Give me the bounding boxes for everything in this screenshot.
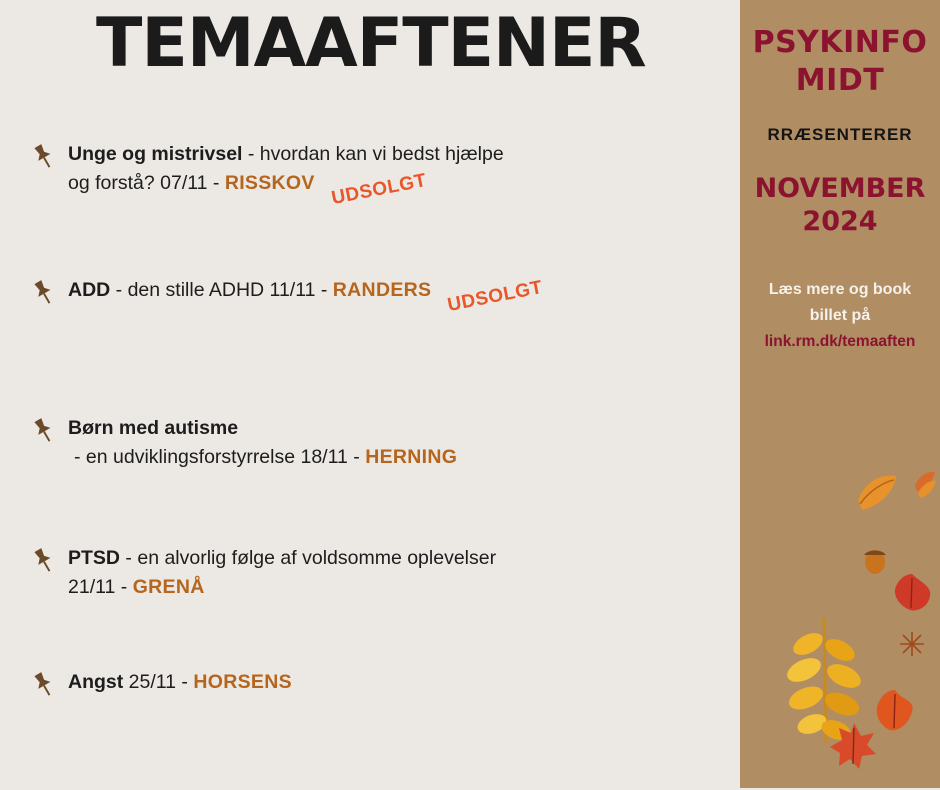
booking-line-1: Læs mere og book: [768, 281, 912, 299]
event-text: [68, 544, 708, 602]
leaf-icon: [916, 478, 938, 500]
event-city: RISSKOV: [224, 171, 315, 194]
event-city: GRENÅ: [132, 575, 205, 598]
pushpin-icon: [28, 546, 58, 576]
brand-line-2: MIDT: [795, 62, 885, 98]
event-title: Angst: [68, 671, 124, 693]
event-text: [68, 668, 708, 697]
event-list: [0, 140, 740, 790]
leaf-icon: [828, 720, 880, 772]
pushpin-icon: [28, 278, 58, 308]
booking-link[interactable]: link.rm.dk/temaaften: [764, 333, 916, 351]
pushpin-icon: [28, 416, 58, 446]
acorn-icon: [858, 542, 892, 576]
event-text: [68, 140, 708, 209]
brand-line-1: PSYKINFO: [752, 25, 928, 60]
leaf-icon: [890, 572, 934, 614]
leaf-icon: [776, 614, 868, 750]
leaf-icon: [898, 630, 926, 658]
event-desc-2: og forstå? 07/11 -: [68, 171, 225, 194]
status-badge: UDSOLGT: [446, 277, 545, 317]
list-item[interactable]: [0, 414, 740, 474]
event-city: RANDERS: [332, 279, 432, 301]
presents-label: RRÆSENTERER: [767, 125, 913, 144]
event-desc-1: - den stille ADHD 11/11 -: [110, 279, 333, 301]
event-text: [68, 276, 708, 317]
event-city: HERNING: [365, 445, 458, 468]
event-desc-1: - en alvorlig følge af voldsomme oplevelser: [120, 547, 497, 569]
event-desc-2: 21/11 -: [68, 575, 133, 598]
year-label: 2024: [802, 206, 878, 238]
event-city: HORSENS: [193, 671, 292, 693]
list-item[interactable]: [0, 668, 740, 728]
list-item[interactable]: [0, 140, 740, 209]
event-text: [68, 414, 708, 472]
event-desc-1: - hvordan kan vi bedst hjælpe: [242, 143, 504, 165]
event-desc-2: - en udviklingsforstyrrelse 18/11 -: [74, 445, 366, 468]
leaf-icon: [852, 470, 900, 514]
event-title: PTSD: [68, 547, 121, 569]
pushpin-icon: [28, 670, 58, 700]
page-title: TEMAAFTENER: [96, 4, 646, 83]
event-title: ADD: [68, 279, 111, 301]
poster-sidebar: [740, 0, 940, 788]
booking-line-2: billet på: [809, 306, 871, 324]
list-item[interactable]: [0, 276, 740, 336]
brand-name: [740, 24, 940, 99]
event-title: Børn med autisme: [68, 417, 239, 439]
event-desc-1: 25/11 -: [123, 671, 194, 693]
event-title: Unge og mistrivsel: [68, 143, 243, 165]
status-badge: UDSOLGT: [329, 169, 429, 209]
leaf-icon: [872, 688, 918, 734]
month-label: NOVEMBER: [754, 173, 926, 204]
leaf-icon: [912, 468, 938, 494]
pushpin-icon: [28, 142, 58, 172]
list-item[interactable]: [0, 544, 740, 604]
booking-info: [740, 277, 940, 355]
